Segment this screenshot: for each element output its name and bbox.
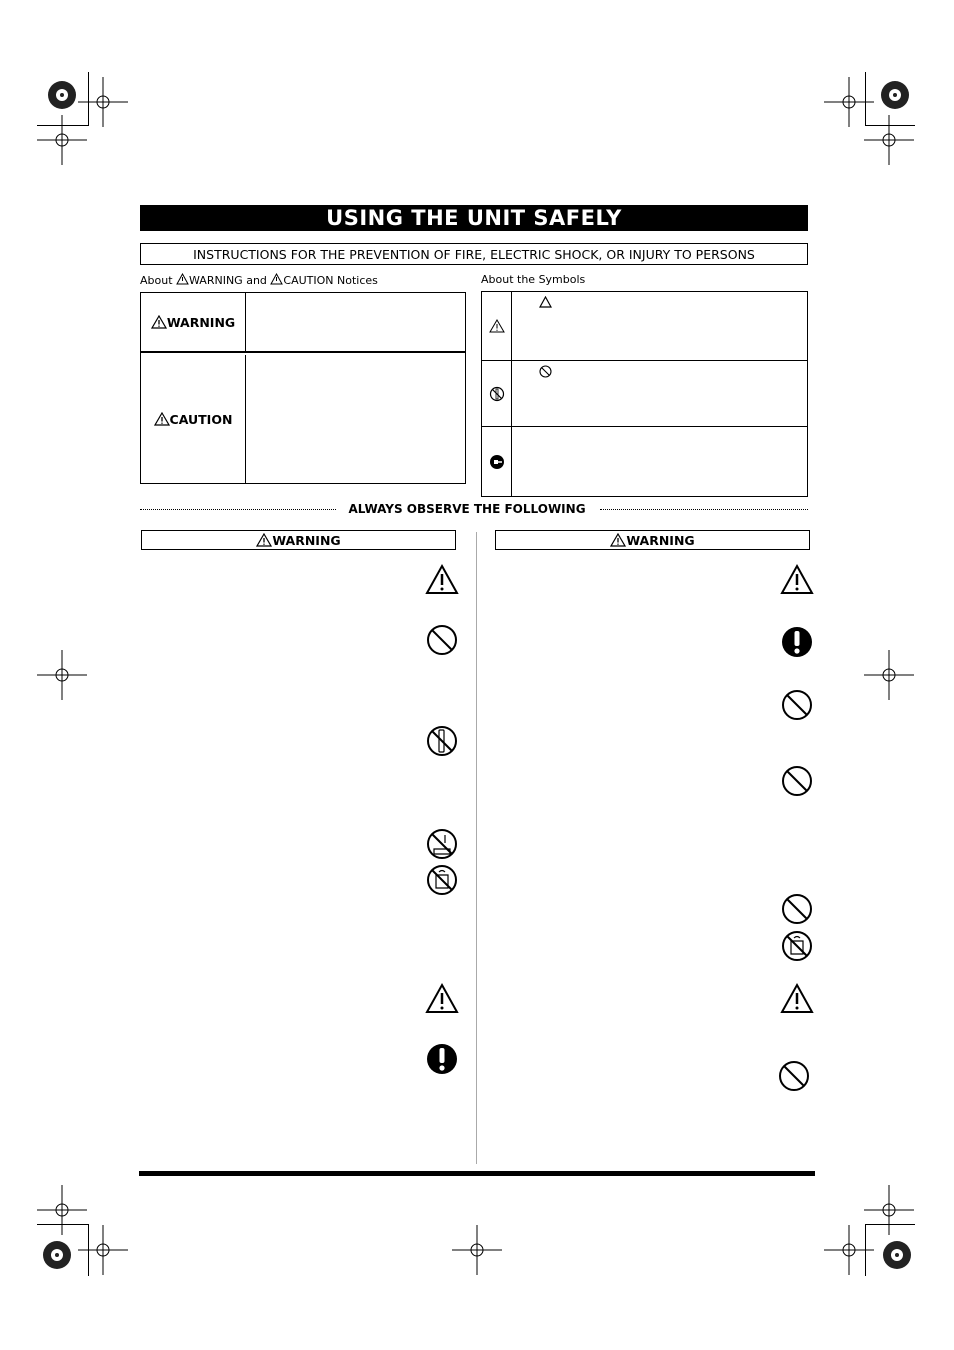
warning-notice-text: WARNING (166, 314, 236, 330)
crosshair-mark-icon (37, 115, 87, 165)
left-warning-header-text: WARNING (272, 532, 341, 548)
no-water-icon (780, 929, 814, 963)
symbol-row-prohibited (482, 361, 807, 427)
trim-line (88, 1224, 89, 1276)
small-triangle-icon (539, 296, 552, 308)
about-prefix: About (140, 274, 173, 287)
trim-line (865, 1224, 915, 1225)
warning-triangle-icon (154, 412, 170, 426)
crosshair-mark-icon (864, 650, 914, 700)
notices-table (140, 292, 466, 484)
column-divider (476, 532, 477, 1164)
page-subtitle: INSTRUCTIONS FOR THE PREVENTION OF FIRE, ELECTRIC SHOCK, OR INJURY TO PERSONS (140, 243, 808, 265)
left-warning-header (141, 530, 456, 550)
bottom-rule (139, 1171, 815, 1176)
prohibited-icon (425, 623, 459, 657)
registration-mark-icon (32, 1230, 82, 1280)
prohibited-icon (777, 1059, 811, 1093)
crosshair-mark-icon (864, 1185, 914, 1235)
trim-line (865, 1224, 866, 1276)
symbols-table (481, 291, 808, 497)
symbol-row-mandatory (482, 427, 807, 496)
mandatory-exclamation-icon (425, 1042, 459, 1076)
no-wet-hands-icon (425, 827, 459, 861)
no-disassembly-icon (489, 386, 505, 402)
dotted-divider-right (600, 509, 808, 510)
caution-triangle-icon (425, 982, 459, 1016)
caution-notice-text: CAUTION (169, 411, 233, 427)
registration-mark-icon (870, 70, 920, 120)
warning-notice-label (141, 293, 246, 351)
warning-triangle-icon (151, 315, 167, 329)
caution-notice-label (141, 355, 246, 483)
symbol-icon-cell (482, 292, 512, 360)
about-warning-word: WARNING (189, 274, 243, 287)
crosshair-mark-icon (452, 1225, 502, 1275)
unplug-icon (489, 454, 505, 470)
symbol-icon-cell (482, 427, 512, 496)
right-warning-header-text: WARNING (626, 532, 695, 548)
symbol-row-triangle (482, 292, 807, 361)
crosshair-mark-icon (864, 115, 914, 165)
caution-triangle-icon (780, 563, 814, 597)
caution-triangle-icon (425, 563, 459, 597)
no-disassembly-icon (425, 724, 459, 758)
prohibited-icon (780, 892, 814, 926)
warning-triangle-icon (489, 319, 505, 333)
trim-line (865, 125, 915, 126)
no-water-icon (425, 863, 459, 897)
dotted-divider-left (140, 509, 336, 510)
about-symbols-label: About the Symbols (481, 273, 586, 286)
small-warning-triangle-icon (176, 273, 189, 285)
right-warning-header (495, 530, 810, 550)
warning-notice-row (141, 293, 465, 353)
crosshair-mark-icon (78, 1225, 128, 1275)
about-notices-label (140, 273, 378, 287)
trim-line (37, 1224, 89, 1225)
page-title: USING THE UNIT SAFELY (140, 205, 808, 231)
warning-triangle-icon (610, 533, 626, 547)
about-and-word: and (246, 274, 267, 287)
trim-line (865, 72, 866, 126)
caution-notice-row (141, 355, 465, 483)
prohibited-icon (780, 688, 814, 722)
caution-triangle-icon (780, 982, 814, 1016)
prohibited-icon (780, 764, 814, 798)
about-suffix: Notices (337, 274, 378, 287)
trim-line (37, 125, 89, 126)
about-caution-word: CAUTION (283, 274, 334, 287)
always-observe-heading: ALWAYS OBSERVE THE FOLLOWING (348, 502, 586, 516)
warning-triangle-icon (256, 533, 272, 547)
trim-line (88, 72, 89, 126)
crosshair-mark-icon (37, 650, 87, 700)
mandatory-exclamation-icon (780, 625, 814, 659)
registration-mark-icon (872, 1230, 922, 1280)
small-warning-triangle-icon (270, 273, 283, 285)
small-prohibited-icon (539, 365, 552, 378)
symbol-icon-cell (482, 361, 512, 426)
